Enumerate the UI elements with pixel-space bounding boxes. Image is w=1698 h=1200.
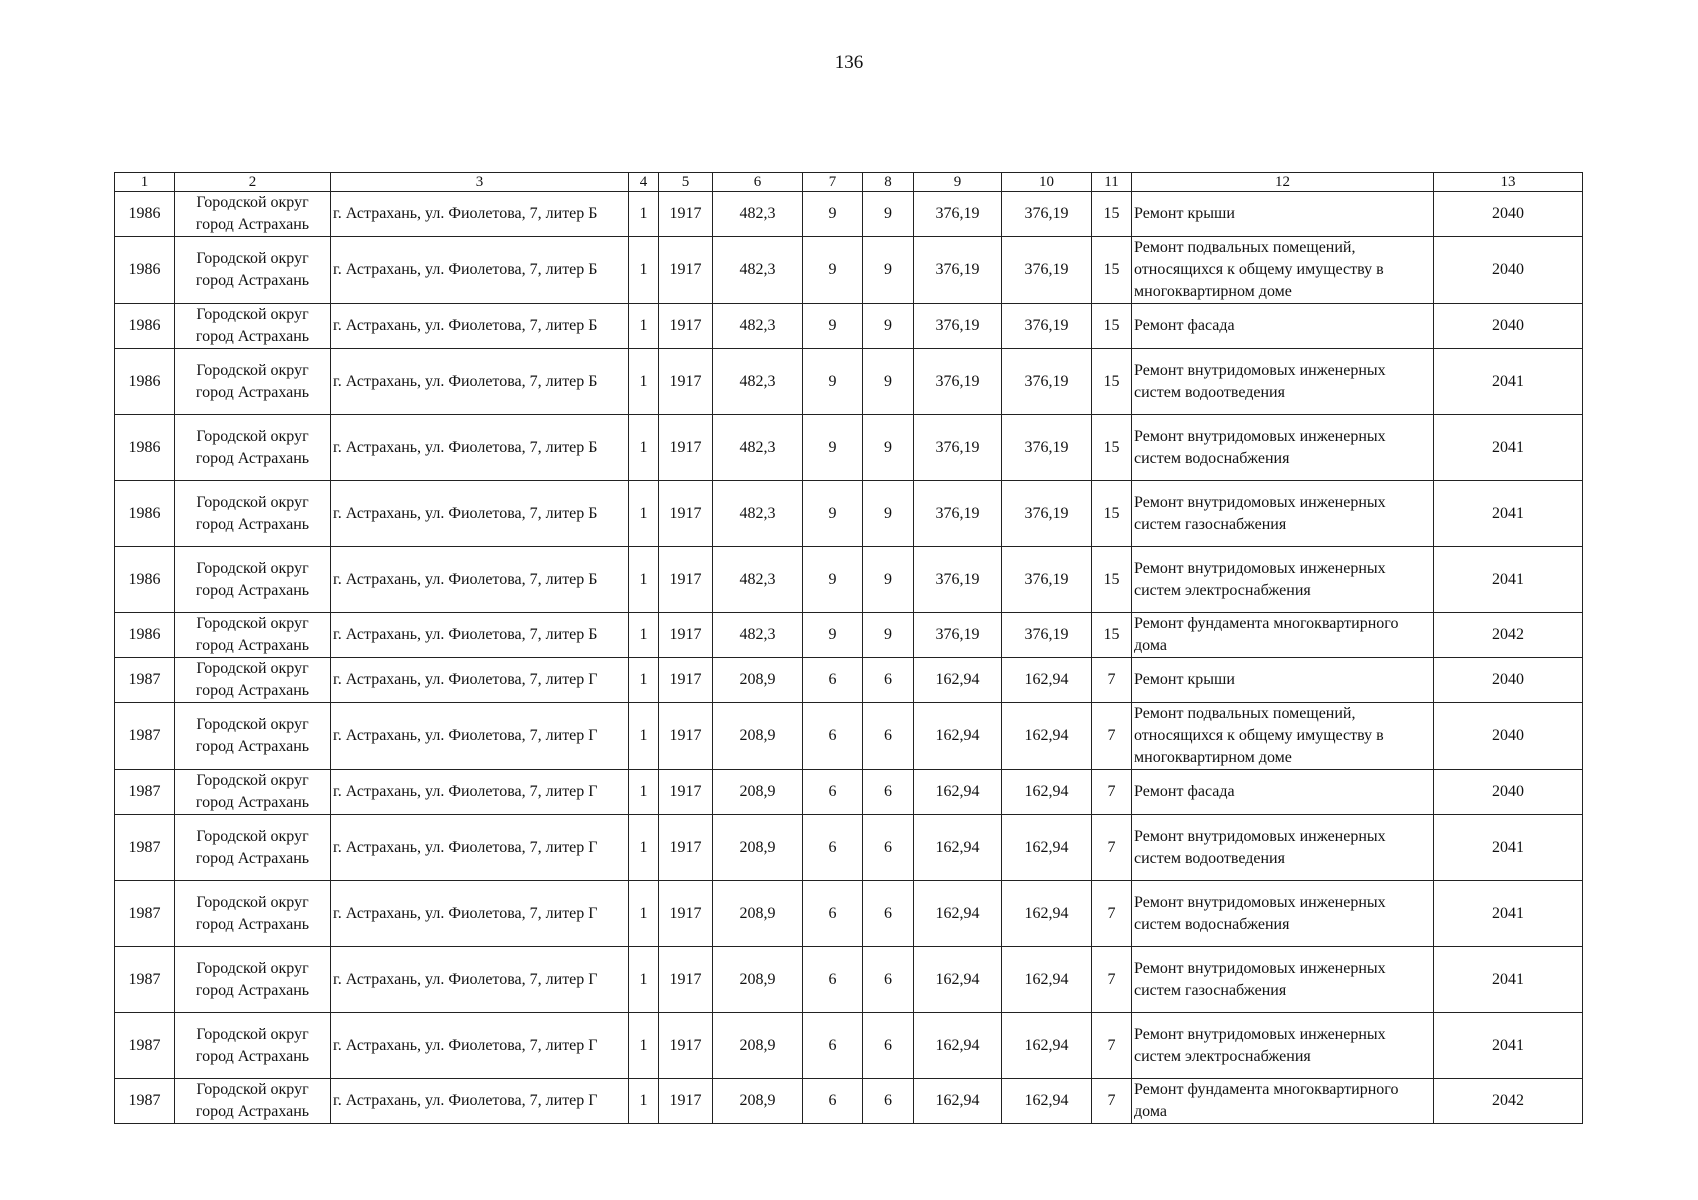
cell-municipality: Городской округ город Астрахань <box>175 481 331 547</box>
table-row <box>115 881 1583 947</box>
cell-address: г. Астрахань, ул. Фиолетова, 7, литер Г <box>331 881 629 947</box>
cell-col11: 15 <box>1092 192 1132 237</box>
table-body <box>115 192 1583 1124</box>
cell-col10: 376,19 <box>1002 415 1092 481</box>
cell-count: 1 <box>629 947 659 1013</box>
column-header-13: 13 <box>1434 173 1583 192</box>
cell-planned-year: 2042 <box>1434 1079 1583 1124</box>
column-header-8: 8 <box>863 173 914 192</box>
cell-build-year: 1917 <box>659 1013 713 1079</box>
cell-municipality: Городской округ город Астрахань <box>175 237 331 304</box>
cell-col10: 162,94 <box>1002 1079 1092 1124</box>
cell-work-type: Ремонт крыши <box>1132 658 1434 703</box>
cell-col7: 6 <box>803 881 863 947</box>
cell-col8: 9 <box>863 304 914 349</box>
cell-work-type: Ремонт крыши <box>1132 192 1434 237</box>
cell-col11: 15 <box>1092 547 1132 613</box>
table-row <box>115 237 1583 304</box>
cell-municipality: Городской округ город Астрахань <box>175 349 331 415</box>
cell-col11: 7 <box>1092 1013 1132 1079</box>
cell-address: г. Астрахань, ул. Фиолетова, 7, литер Г <box>331 703 629 770</box>
cell-col11: 7 <box>1092 815 1132 881</box>
cell-col11: 7 <box>1092 881 1132 947</box>
cell-col10: 162,94 <box>1002 770 1092 815</box>
cell-address: г. Астрахань, ул. Фиолетова, 7, литер Б <box>331 415 629 481</box>
cell-address: г. Астрахань, ул. Фиолетова, 7, литер Г <box>331 947 629 1013</box>
table-row <box>115 547 1583 613</box>
cell-col7: 6 <box>803 770 863 815</box>
cell-record-number: 1986 <box>115 349 175 415</box>
cell-col9: 376,19 <box>914 304 1002 349</box>
cell-build-year: 1917 <box>659 304 713 349</box>
cell-col9: 162,94 <box>914 1079 1002 1124</box>
cell-address: г. Астрахань, ул. Фиолетова, 7, литер Г <box>331 658 629 703</box>
cell-municipality: Городской округ город Астрахань <box>175 881 331 947</box>
cell-record-number: 1986 <box>115 304 175 349</box>
cell-total-area: 208,9 <box>713 658 803 703</box>
cell-count: 1 <box>629 192 659 237</box>
cell-count: 1 <box>629 703 659 770</box>
column-header-11: 11 <box>1092 173 1132 192</box>
cell-planned-year: 2040 <box>1434 192 1583 237</box>
cell-work-type: Ремонт фундамента многоквартирного дома <box>1132 613 1434 658</box>
cell-address: г. Астрахань, ул. Фиолетова, 7, литер Б <box>331 547 629 613</box>
cell-work-type: Ремонт внутридомовых инженерных систем водоснабжения <box>1132 881 1434 947</box>
cell-build-year: 1917 <box>659 881 713 947</box>
table-row <box>115 770 1583 815</box>
column-header-7: 7 <box>803 173 863 192</box>
cell-col9: 162,94 <box>914 881 1002 947</box>
cell-col7: 9 <box>803 547 863 613</box>
cell-planned-year: 2041 <box>1434 881 1583 947</box>
column-header-2: 2 <box>175 173 331 192</box>
cell-planned-year: 2041 <box>1434 481 1583 547</box>
cell-total-area: 482,3 <box>713 547 803 613</box>
cell-address: г. Астрахань, ул. Фиолетова, 7, литер Г <box>331 815 629 881</box>
cell-municipality: Городской округ город Астрахань <box>175 415 331 481</box>
cell-col10: 376,19 <box>1002 237 1092 304</box>
cell-col7: 6 <box>803 658 863 703</box>
cell-total-area: 482,3 <box>713 415 803 481</box>
table-row <box>115 481 1583 547</box>
cell-col10: 376,19 <box>1002 547 1092 613</box>
cell-col9: 162,94 <box>914 658 1002 703</box>
cell-col11: 7 <box>1092 947 1132 1013</box>
cell-build-year: 1917 <box>659 658 713 703</box>
cell-col9: 162,94 <box>914 947 1002 1013</box>
cell-col7: 9 <box>803 349 863 415</box>
cell-col8: 6 <box>863 1013 914 1079</box>
cell-col9: 162,94 <box>914 815 1002 881</box>
cell-col7: 9 <box>803 237 863 304</box>
cell-total-area: 208,9 <box>713 703 803 770</box>
column-header-9: 9 <box>914 173 1002 192</box>
column-header-6: 6 <box>713 173 803 192</box>
cell-count: 1 <box>629 349 659 415</box>
cell-build-year: 1917 <box>659 815 713 881</box>
cell-work-type: Ремонт подвальных помещений, относящихся к общему имуществу в многоквартирном доме <box>1132 703 1434 770</box>
cell-municipality: Городской округ город Астрахань <box>175 192 331 237</box>
cell-col9: 376,19 <box>914 192 1002 237</box>
cell-address: г. Астрахань, ул. Фиолетова, 7, литер Г <box>331 770 629 815</box>
cell-count: 1 <box>629 613 659 658</box>
cell-col9: 162,94 <box>914 1013 1002 1079</box>
cell-col8: 9 <box>863 192 914 237</box>
cell-col7: 9 <box>803 192 863 237</box>
cell-col8: 6 <box>863 770 914 815</box>
cell-count: 1 <box>629 770 659 815</box>
cell-record-number: 1987 <box>115 658 175 703</box>
cell-col7: 9 <box>803 481 863 547</box>
page-number: 136 <box>834 52 864 73</box>
cell-total-area: 208,9 <box>713 770 803 815</box>
cell-col10: 376,19 <box>1002 304 1092 349</box>
cell-col9: 162,94 <box>914 770 1002 815</box>
cell-count: 1 <box>629 304 659 349</box>
cell-col11: 15 <box>1092 304 1132 349</box>
cell-planned-year: 2041 <box>1434 1013 1583 1079</box>
cell-col10: 162,94 <box>1002 947 1092 1013</box>
column-header-3: 3 <box>331 173 629 192</box>
cell-col11: 7 <box>1092 703 1132 770</box>
cell-build-year: 1917 <box>659 415 713 481</box>
cell-build-year: 1917 <box>659 192 713 237</box>
column-header-5: 5 <box>659 173 713 192</box>
cell-col7: 6 <box>803 1013 863 1079</box>
cell-municipality: Городской округ город Астрахань <box>175 703 331 770</box>
cell-planned-year: 2040 <box>1434 770 1583 815</box>
table-row <box>115 613 1583 658</box>
cell-col7: 6 <box>803 815 863 881</box>
cell-col11: 15 <box>1092 237 1132 304</box>
cell-col8: 6 <box>863 1079 914 1124</box>
cell-count: 1 <box>629 481 659 547</box>
cell-build-year: 1917 <box>659 349 713 415</box>
cell-count: 1 <box>629 1013 659 1079</box>
cell-work-type: Ремонт внутридомовых инженерных систем водоснабжения <box>1132 415 1434 481</box>
cell-col10: 376,19 <box>1002 481 1092 547</box>
cell-col10: 376,19 <box>1002 192 1092 237</box>
cell-total-area: 482,3 <box>713 481 803 547</box>
cell-col10: 162,94 <box>1002 703 1092 770</box>
cell-municipality: Городской округ город Астрахань <box>175 613 331 658</box>
cell-total-area: 208,9 <box>713 881 803 947</box>
cell-municipality: Городской округ город Астрахань <box>175 304 331 349</box>
cell-col10: 162,94 <box>1002 881 1092 947</box>
column-header-12: 12 <box>1132 173 1434 192</box>
column-header-1: 1 <box>115 173 175 192</box>
table-row <box>115 192 1583 237</box>
table-row <box>115 1079 1583 1124</box>
cell-col10: 162,94 <box>1002 658 1092 703</box>
cell-total-area: 208,9 <box>713 815 803 881</box>
cell-work-type: Ремонт внутридомовых инженерных систем водоотведения <box>1132 815 1434 881</box>
cell-work-type: Ремонт внутридомовых инженерных систем газоснабжения <box>1132 481 1434 547</box>
cell-col8: 9 <box>863 613 914 658</box>
cell-address: г. Астрахань, ул. Фиолетова, 7, литер Б <box>331 237 629 304</box>
cell-record-number: 1986 <box>115 415 175 481</box>
cell-address: г. Астрахань, ул. Фиолетова, 7, литер Б <box>331 613 629 658</box>
cell-col9: 376,19 <box>914 613 1002 658</box>
cell-work-type: Ремонт фасада <box>1132 770 1434 815</box>
cell-build-year: 1917 <box>659 547 713 613</box>
cell-total-area: 482,3 <box>713 304 803 349</box>
cell-planned-year: 2040 <box>1434 703 1583 770</box>
cell-municipality: Городской округ город Астрахань <box>175 1013 331 1079</box>
cell-col8: 9 <box>863 415 914 481</box>
cell-count: 1 <box>629 547 659 613</box>
column-header-4: 4 <box>629 173 659 192</box>
cell-record-number: 1986 <box>115 237 175 304</box>
cell-work-type: Ремонт внутридомовых инженерных систем водоотведения <box>1132 349 1434 415</box>
cell-col8: 6 <box>863 703 914 770</box>
cell-col9: 376,19 <box>914 415 1002 481</box>
cell-build-year: 1917 <box>659 1079 713 1124</box>
cell-planned-year: 2040 <box>1434 304 1583 349</box>
cell-count: 1 <box>629 237 659 304</box>
cell-col8: 9 <box>863 481 914 547</box>
cell-col7: 6 <box>803 947 863 1013</box>
cell-count: 1 <box>629 881 659 947</box>
cell-col11: 7 <box>1092 770 1132 815</box>
cell-col9: 376,19 <box>914 237 1002 304</box>
cell-col11: 15 <box>1092 481 1132 547</box>
cell-col7: 9 <box>803 415 863 481</box>
cell-record-number: 1987 <box>115 770 175 815</box>
cell-total-area: 482,3 <box>713 613 803 658</box>
cell-record-number: 1986 <box>115 481 175 547</box>
cell-municipality: Городской округ город Астрахань <box>175 547 331 613</box>
cell-work-type: Ремонт внутридомовых инженерных систем газоснабжения <box>1132 947 1434 1013</box>
cell-col9: 376,19 <box>914 547 1002 613</box>
cell-total-area: 482,3 <box>713 349 803 415</box>
cell-address: г. Астрахань, ул. Фиолетова, 7, литер Б <box>331 481 629 547</box>
cell-municipality: Городской округ город Астрахань <box>175 947 331 1013</box>
cell-col9: 376,19 <box>914 481 1002 547</box>
cell-planned-year: 2041 <box>1434 547 1583 613</box>
cell-count: 1 <box>629 415 659 481</box>
cell-record-number: 1987 <box>115 881 175 947</box>
cell-total-area: 208,9 <box>713 1079 803 1124</box>
table-row <box>115 815 1583 881</box>
column-number-row <box>115 173 1583 192</box>
cell-work-type: Ремонт внутридомовых инженерных систем электроснабжения <box>1132 1013 1434 1079</box>
cell-municipality: Городской округ город Астрахань <box>175 815 331 881</box>
table-row <box>115 1013 1583 1079</box>
cell-build-year: 1917 <box>659 947 713 1013</box>
cell-build-year: 1917 <box>659 613 713 658</box>
table-row <box>115 304 1583 349</box>
cell-record-number: 1986 <box>115 192 175 237</box>
cell-municipality: Городской округ город Астрахань <box>175 658 331 703</box>
column-header-10: 10 <box>1002 173 1092 192</box>
cell-record-number: 1986 <box>115 547 175 613</box>
cell-record-number: 1987 <box>115 703 175 770</box>
cell-col7: 6 <box>803 1079 863 1124</box>
table-row <box>115 658 1583 703</box>
cell-planned-year: 2041 <box>1434 947 1583 1013</box>
cell-work-type: Ремонт внутридомовых инженерных систем электроснабжения <box>1132 547 1434 613</box>
cell-record-number: 1987 <box>115 1013 175 1079</box>
cell-record-number: 1986 <box>115 613 175 658</box>
cell-work-type: Ремонт подвальных помещений, относящихся к общему имуществу в многоквартирном доме <box>1132 237 1434 304</box>
cell-build-year: 1917 <box>659 481 713 547</box>
cell-planned-year: 2040 <box>1434 658 1583 703</box>
cell-planned-year: 2040 <box>1434 237 1583 304</box>
cell-build-year: 1917 <box>659 237 713 304</box>
table-row <box>115 703 1583 770</box>
cell-municipality: Городской округ город Астрахань <box>175 1079 331 1124</box>
cell-build-year: 1917 <box>659 703 713 770</box>
cell-col7: 6 <box>803 703 863 770</box>
cell-address: г. Астрахань, ул. Фиолетова, 7, литер Г <box>331 1013 629 1079</box>
cell-planned-year: 2041 <box>1434 349 1583 415</box>
cell-count: 1 <box>629 658 659 703</box>
table-row <box>115 947 1583 1013</box>
cell-total-area: 482,3 <box>713 192 803 237</box>
cell-col8: 9 <box>863 349 914 415</box>
cell-col9: 162,94 <box>914 703 1002 770</box>
cell-col8: 6 <box>863 947 914 1013</box>
cell-total-area: 208,9 <box>713 947 803 1013</box>
cell-planned-year: 2042 <box>1434 613 1583 658</box>
cell-col11: 7 <box>1092 658 1132 703</box>
cell-col9: 376,19 <box>914 349 1002 415</box>
cell-col7: 9 <box>803 304 863 349</box>
cell-col10: 162,94 <box>1002 815 1092 881</box>
cell-col11: 15 <box>1092 349 1132 415</box>
cell-col8: 9 <box>863 237 914 304</box>
cell-total-area: 208,9 <box>713 1013 803 1079</box>
cell-count: 1 <box>629 1079 659 1124</box>
cell-address: г. Астрахань, ул. Фиолетова, 7, литер Б <box>331 192 629 237</box>
table-row <box>115 349 1583 415</box>
cell-col10: 162,94 <box>1002 1013 1092 1079</box>
cell-total-area: 482,3 <box>713 237 803 304</box>
cell-work-type: Ремонт фундамента многоквартирного дома <box>1132 1079 1434 1124</box>
cell-planned-year: 2041 <box>1434 415 1583 481</box>
cell-col8: 6 <box>863 815 914 881</box>
cell-col11: 15 <box>1092 415 1132 481</box>
cell-municipality: Городской округ город Астрахань <box>175 770 331 815</box>
cell-col11: 15 <box>1092 613 1132 658</box>
cell-col8: 6 <box>863 881 914 947</box>
cell-col7: 9 <box>803 613 863 658</box>
cell-planned-year: 2041 <box>1434 815 1583 881</box>
cell-record-number: 1987 <box>115 1079 175 1124</box>
table-row <box>115 415 1583 481</box>
cell-address: г. Астрахань, ул. Фиолетова, 7, литер Г <box>331 1079 629 1124</box>
cell-record-number: 1987 <box>115 815 175 881</box>
cell-col11: 7 <box>1092 1079 1132 1124</box>
cell-col10: 376,19 <box>1002 613 1092 658</box>
cell-col8: 6 <box>863 658 914 703</box>
cell-work-type: Ремонт фасада <box>1132 304 1434 349</box>
cell-address: г. Астрахань, ул. Фиолетова, 7, литер Б <box>331 349 629 415</box>
cell-col8: 9 <box>863 547 914 613</box>
repair-schedule-table <box>114 172 1583 1124</box>
cell-count: 1 <box>629 815 659 881</box>
cell-build-year: 1917 <box>659 770 713 815</box>
cell-record-number: 1987 <box>115 947 175 1013</box>
cell-address: г. Астрахань, ул. Фиолетова, 7, литер Б <box>331 304 629 349</box>
cell-col10: 376,19 <box>1002 349 1092 415</box>
